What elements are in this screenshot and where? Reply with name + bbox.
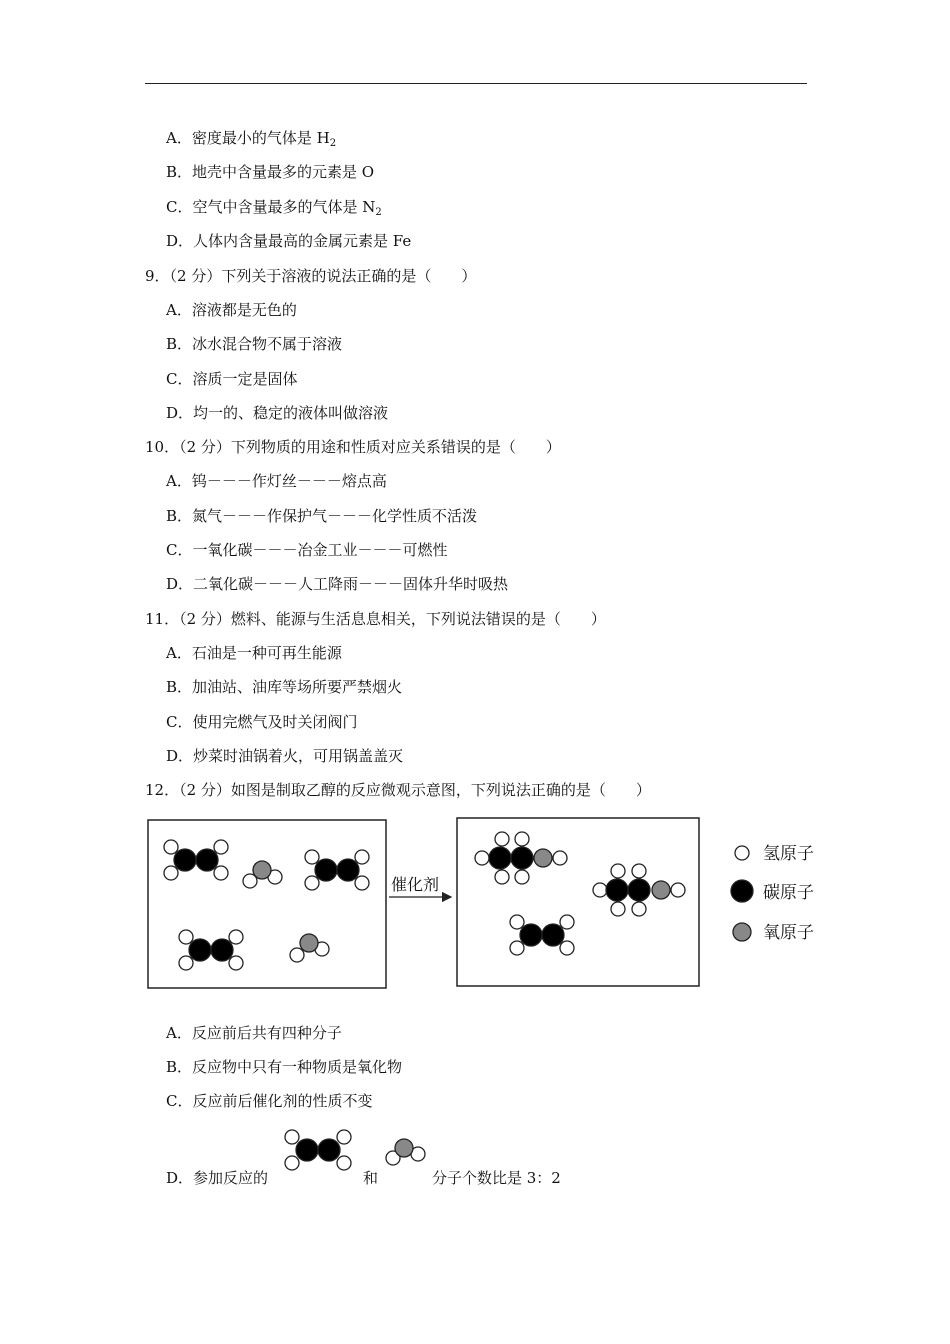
q9-option-b[interactable]: B．冰水混合物不属于溶液 [166, 335, 343, 353]
ethylene-molecule [305, 850, 369, 890]
hydrogen-legend-icon [735, 846, 749, 860]
q8-option-b[interactable]: B．地壳中含量最多的元素是 O [166, 163, 375, 181]
q9-option-d[interactable]: D．均一的、稳定的液体叫做溶液 [166, 404, 389, 422]
q10-option-a[interactable]: A．钨－－－作灯丝－－－熔点高 [166, 472, 387, 490]
q12-stem: 12．（2 分）如图是制取乙醇的反应微观示意图，下列说法正确的是（ ） [145, 781, 651, 799]
q11-option-c[interactable]: C．使用完燃气及时关闭阀门 [166, 713, 358, 731]
q12-option-b[interactable]: B．反应物中只有一种物质是氧化物 [166, 1058, 403, 1076]
carbon-legend-icon [731, 880, 753, 902]
water-molecule [290, 934, 329, 962]
water-inline-icon [384, 1136, 430, 1168]
ethylene-molecule [179, 930, 243, 970]
ethanol-molecule [593, 864, 685, 916]
q12-option-a[interactable]: A．反应前后共有四种分子 [166, 1024, 342, 1042]
q8-option-d[interactable]: D．人体内含量最高的金属元素是 Fe [166, 232, 412, 250]
q11-option-a[interactable]: A．石油是一种可再生能源 [166, 644, 342, 662]
ethanol-molecule [475, 832, 567, 884]
q9-option-a[interactable]: A．溶液都是无色的 [166, 301, 297, 319]
legend-carbon: 碳原子 [763, 883, 814, 903]
legend-hydrogen: 氢原子 [763, 844, 814, 864]
q12-option-d-and: 和 [363, 1169, 379, 1187]
q12-option-d-prefix: D．参加反应的 [166, 1169, 269, 1187]
ethylene-inline-icon [280, 1126, 360, 1174]
q12-option-d-suffix: 分子个数比是 3：2 [432, 1169, 561, 1187]
header-rule [145, 83, 807, 84]
ethylene-molecule [164, 840, 228, 880]
oxygen-legend-icon [733, 923, 751, 941]
q10-option-d[interactable]: D．二氧化碳－－－人工降雨－－－固体升华时吸热 [166, 575, 509, 593]
q8-option-c[interactable]: C．空气中含量最多的气体是 $N_2$ [166, 198, 382, 218]
q8-option-a[interactable]: A．密度最小的气体是 $H_2$ [166, 129, 337, 149]
water-molecule [243, 861, 282, 888]
products-box [457, 818, 699, 986]
reaction-diagram [146, 815, 826, 995]
catalyst-label: 催化剂 [391, 875, 440, 894]
q12-option-c[interactable]: C．反应前后催化剂的性质不变 [166, 1092, 373, 1110]
q10-option-c[interactable]: C．一氧化碳－－－冶金工业－－－可燃性 [166, 541, 448, 559]
q9-option-c[interactable]: C．溶质一定是固体 [166, 370, 298, 388]
q10-option-b[interactable]: B．氮气－－－作保护气－－－化学性质不活泼 [166, 507, 478, 525]
legend-oxygen: 氧原子 [763, 923, 814, 943]
q9-stem: 9．（2 分）下列关于溶液的说法正确的是（ ） [145, 267, 477, 285]
q10-stem: 10．（2 分）下列物质的用途和性质对应关系错误的是（ ） [145, 438, 561, 456]
ethylene-molecule [510, 915, 574, 955]
q11-option-d[interactable]: D．炒菜时油锅着火，可用锅盖盖灭 [166, 747, 404, 765]
q11-option-b[interactable]: B．加油站、油库等场所要严禁烟火 [166, 678, 403, 696]
q11-stem: 11．（2 分）燃料、能源与生活息息相关，下列说法错误的是（ ） [145, 610, 606, 628]
